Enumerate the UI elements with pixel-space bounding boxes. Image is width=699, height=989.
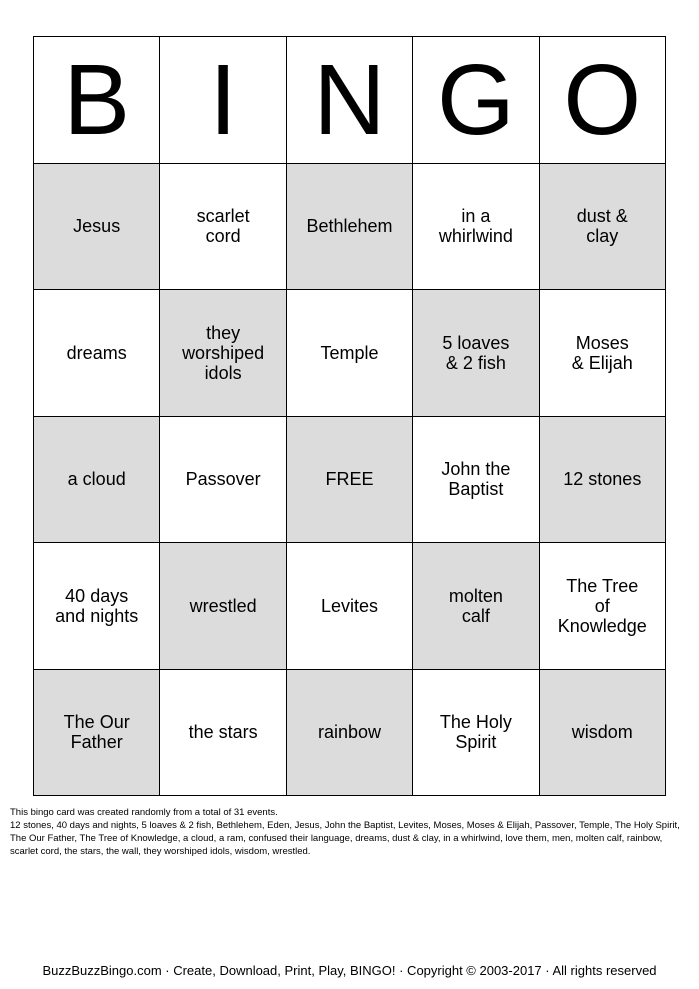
bingo-cell: dreams [34, 290, 160, 417]
bingo-cell: Passover [160, 417, 286, 544]
bingo-cell: Moses & Elijah [540, 290, 666, 417]
bingo-cell: rainbow [287, 670, 413, 797]
bingo-cell: wisdom [540, 670, 666, 797]
bingo-cell: molten calf [413, 543, 539, 670]
event-count-text: This bingo card was created randomly from a total of 31 events. [10, 807, 278, 818]
event-list-note [10, 806, 690, 858]
header-letter-i: I [160, 37, 286, 164]
bingo-cell: Bethlehem [287, 164, 413, 291]
bingo-cell: Levites [287, 543, 413, 670]
header-letter-n: N [287, 37, 413, 164]
bingo-cell: 40 days and nights [34, 543, 160, 670]
copyright-footer: BuzzBuzzBingo.com · Create, Download, Print, Play, BINGO! · Copyright © 2003-2017 · All rights reserved [42, 963, 657, 978]
bingo-cell: The Holy Spirit [413, 670, 539, 797]
bingo-cell: The Our Father [34, 670, 160, 797]
bingo-cell: dust & clay [540, 164, 666, 291]
header-letter-g: G [413, 37, 539, 164]
bingo-card [33, 36, 666, 796]
bingo-cell: 5 loaves & 2 fish [413, 290, 539, 417]
bingo-cell: a cloud [34, 417, 160, 544]
bingo-cell: Temple [287, 290, 413, 417]
header-letter-o: O [540, 37, 666, 164]
bingo-cell: John the Baptist [413, 417, 539, 544]
bingo-cell: The Tree of Knowledge [540, 543, 666, 670]
free-cell: FREE [287, 417, 413, 544]
bingo-cell: Jesus [34, 164, 160, 291]
bingo-cell: in a whirlwind [413, 164, 539, 291]
bingo-cell: 12 stones [540, 417, 666, 544]
bingo-cell: wrestled [160, 543, 286, 670]
event-list-text: 12 stones, 40 days and nights, 5 loaves & 2 fish, Bethlehem, Eden, Jesus, John the Baptist, Levites, Moses, Moses & Elijah, Passover, Temple, The Holy Spirit, The Our Father, The Tree of Knowledge, a cloud, a ram, confused their language, dreams, dust & clay, in a whirlwind, love them, men, molten calf, rainbow, scarlet cord, the stars, the wall, they worshiped idols, wisdom, wrestled. [10, 820, 680, 857]
header-letter-b: B [34, 37, 160, 164]
bingo-cell: scarlet cord [160, 164, 286, 291]
bingo-cell: the stars [160, 670, 286, 797]
bingo-cell: they worshiped idols [160, 290, 286, 417]
